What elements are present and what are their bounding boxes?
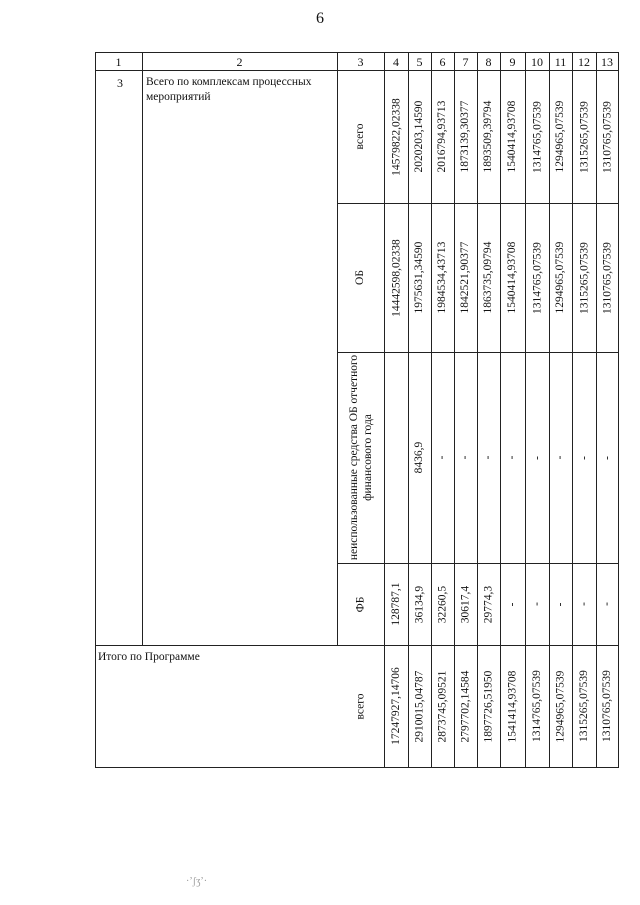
value-cell: - <box>601 455 613 460</box>
value-cell: 14579822,02338 <box>390 97 402 176</box>
value-cell: - <box>459 455 471 460</box>
total-row-label: всего <box>354 693 366 719</box>
value-cell: 14442598,02338 <box>390 238 402 317</box>
value-cell: 1315265,07539 <box>578 100 590 173</box>
total-value-cell: 1294965,07539 <box>554 670 566 742</box>
value-cell: - <box>531 602 543 606</box>
value-cell: 1873139,30377 <box>459 100 471 173</box>
column-divider <box>142 52 143 645</box>
section-name: Всего по комплексам процессных мероприятий <box>146 76 312 103</box>
value-cell: 8436,9 <box>413 441 425 474</box>
column-number: 5 <box>416 55 423 69</box>
column-number: 13 <box>601 55 613 69</box>
value-cell: - <box>578 602 590 606</box>
total-value-cell: 17247927,14706 <box>390 667 402 745</box>
value-cell: 1842521,90377 <box>459 241 471 314</box>
value-cell: - <box>578 455 590 460</box>
column-number: 8 <box>485 55 492 69</box>
total-value-cell: 2910015,04787 <box>413 670 425 742</box>
value-cell: 1893509,39794 <box>482 100 494 173</box>
value-cell: - <box>506 455 518 460</box>
value-cell: 1310765,07539 <box>601 100 613 173</box>
total-value-cell: 1541414,93708 <box>506 670 518 742</box>
row-label: неиспользованные средства ОБ отчетного финансового года <box>347 354 374 561</box>
value-cell: 1863735,09794 <box>482 241 494 314</box>
value-cell: 1540414,93708 <box>506 100 518 173</box>
value-cell: 36134,9 <box>413 585 425 623</box>
scan-mark: ·ʼʃʒʼ· <box>186 876 208 887</box>
column-number: 10 <box>531 55 543 69</box>
total-value-cell: 1897726,51950 <box>482 670 494 742</box>
value-cell: 29774,3 <box>482 585 494 623</box>
value-cell: - <box>554 455 566 460</box>
value-cell: - <box>531 455 543 460</box>
total-value-cell: 2873745,09521 <box>436 670 448 742</box>
page-number: 6 <box>316 10 324 27</box>
value-cell: 1975631,34590 <box>413 241 425 314</box>
column-number: 9 <box>509 55 516 69</box>
column-number: 4 <box>393 55 399 69</box>
total-name: Итого по Программе <box>98 651 200 663</box>
section-number: 3 <box>117 76 123 90</box>
value-cell: - <box>436 455 448 460</box>
row-label: ФБ <box>354 596 366 612</box>
column-number: 11 <box>554 55 567 69</box>
column-number: 6 <box>439 55 446 69</box>
value-cell: 1314765,07539 <box>531 241 543 314</box>
value-cell: 1315265,07539 <box>578 241 590 314</box>
row-label: всего <box>354 123 366 150</box>
value-cell: - <box>554 602 566 606</box>
column-number: 7 <box>462 55 469 69</box>
column-number: 12 <box>578 55 590 69</box>
table-border-top <box>95 52 619 53</box>
table-border-left <box>95 52 96 767</box>
value-cell: 128787,1 <box>390 582 402 626</box>
row-label: ОБ <box>354 270 366 285</box>
column-number: 2 <box>236 55 243 69</box>
total-value-cell: 2797702,14584 <box>459 670 471 742</box>
column-number: 1 <box>115 55 122 69</box>
value-cell: 2020203,14590 <box>413 100 425 173</box>
value-cell: - <box>482 455 494 460</box>
value-cell: 1540414,93708 <box>506 241 518 314</box>
value-cell: 1984534,43713 <box>436 241 448 314</box>
value-cell: 1294965,07539 <box>554 241 566 314</box>
total-value-cell: 1310765,07539 <box>601 670 613 742</box>
value-cell: 1314765,07539 <box>531 100 543 173</box>
value-cell: 30617,4 <box>459 585 471 623</box>
total-value-cell: 1314765,07539 <box>531 670 543 742</box>
value-cell: 2016794,93713 <box>436 100 448 173</box>
value-cell: - <box>506 602 518 606</box>
value-cell: - <box>601 602 613 606</box>
value-cell: 1310765,07539 <box>601 241 613 314</box>
value-cell: 32260,5 <box>436 585 448 623</box>
column-number: 3 <box>357 55 364 69</box>
total-value-cell: 1315265,07539 <box>578 670 590 742</box>
value-cell: 1294965,07539 <box>554 100 566 173</box>
